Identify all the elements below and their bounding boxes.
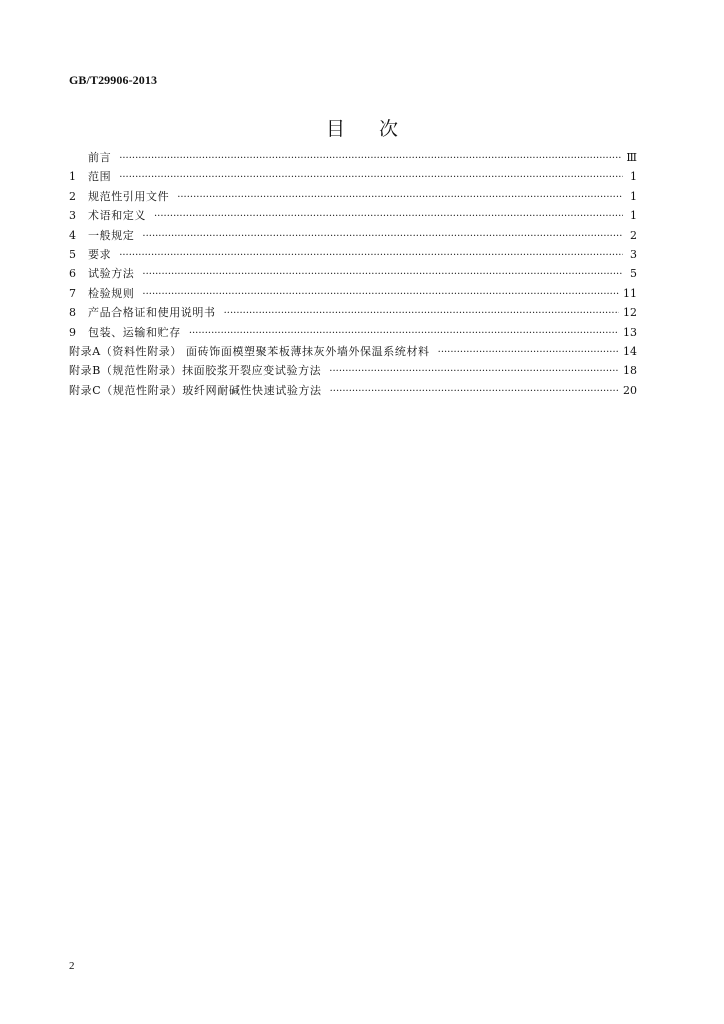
dot-leader bbox=[330, 382, 619, 401]
dot-leader bbox=[119, 149, 622, 168]
toc-entry-number: 8 bbox=[69, 306, 76, 320]
dot-leader bbox=[119, 168, 623, 187]
dot-leader bbox=[119, 246, 623, 265]
toc-entry-number: 6 bbox=[69, 267, 76, 281]
standard-code: GB/T29906-2013 bbox=[69, 73, 158, 87]
toc-entry-number: 9 bbox=[69, 325, 76, 339]
toc-entry-title: 前言 bbox=[88, 151, 112, 164]
toc-entry-title: 要求 bbox=[88, 247, 112, 261]
dot-leader bbox=[438, 343, 619, 362]
toc-entry-page: 11 bbox=[623, 286, 637, 300]
toc-entry-number: 7 bbox=[69, 286, 76, 300]
toc-entry-page: 1 bbox=[630, 189, 637, 203]
dot-leader bbox=[154, 207, 623, 226]
toc-entry-annex-a[interactable] bbox=[69, 342, 637, 361]
toc-entry-page: 12 bbox=[623, 306, 637, 320]
dot-leader bbox=[142, 265, 623, 284]
toc-entry-requirements[interactable] bbox=[69, 245, 637, 264]
toc-entry-title: 检验规则 bbox=[88, 286, 135, 300]
dot-leader bbox=[177, 188, 623, 207]
dot-leader bbox=[189, 324, 619, 343]
toc-entry-certificate-manual[interactable] bbox=[69, 303, 637, 322]
toc-entry-title: 规范性引用文件 bbox=[88, 189, 170, 203]
toc-entry-annex-b[interactable] bbox=[69, 361, 637, 380]
dot-leader bbox=[142, 285, 619, 304]
toc-entry-page: 18 bbox=[623, 364, 637, 378]
dot-leader bbox=[142, 227, 623, 246]
dot-leader bbox=[224, 304, 619, 323]
toc-entry-page: 13 bbox=[623, 325, 637, 339]
toc-entry-page: 1 bbox=[630, 170, 637, 184]
toc-entry-preface[interactable] bbox=[69, 148, 637, 167]
toc-entry-number: 5 bbox=[69, 247, 76, 261]
toc-entry-test-methods[interactable] bbox=[69, 264, 637, 283]
toc-entry-title: 产品合格证和使用说明书 bbox=[88, 306, 216, 320]
toc-entry-title: 附录A（资料性附录） 面砖饰面模塑聚苯板薄抹灰外墙外保温系统材料 bbox=[69, 344, 430, 358]
toc-entry-title: 附录B（规范性附录）抹面胶浆开裂应变试验方法 bbox=[69, 364, 322, 378]
toc-entry-page: 2 bbox=[630, 228, 637, 242]
toc-entry-title: 术语和定义 bbox=[88, 209, 146, 223]
toc-entry-title: 一般规定 bbox=[88, 228, 135, 242]
toc-entry-title: 试验方法 bbox=[88, 267, 135, 281]
toc-entry-packaging-transport-storage[interactable] bbox=[69, 323, 637, 342]
toc-entry-general-provisions[interactable] bbox=[69, 226, 637, 245]
toc-title: 目 次 bbox=[325, 118, 413, 140]
toc-entry-title: 范围 bbox=[88, 170, 112, 184]
toc-entry-scope[interactable] bbox=[69, 167, 637, 186]
toc-entry-page: 5 bbox=[630, 267, 637, 281]
toc-entry-page: 3 bbox=[630, 247, 637, 261]
page-number: 2 bbox=[69, 960, 75, 972]
toc-list bbox=[69, 148, 637, 400]
toc-entry-number: 4 bbox=[69, 228, 76, 242]
toc-entry-annex-c[interactable] bbox=[69, 381, 637, 400]
toc-entry-terms[interactable] bbox=[69, 206, 637, 225]
toc-entry-inspection-rules[interactable] bbox=[69, 284, 637, 303]
toc-entry-title: 包装、运输和贮存 bbox=[88, 325, 181, 339]
toc-entry-normative-references[interactable] bbox=[69, 187, 637, 206]
toc-entry-page: 14 bbox=[623, 344, 637, 358]
toc-entry-page: 20 bbox=[623, 383, 637, 397]
toc-entry-number: 3 bbox=[69, 209, 76, 223]
toc-entry-number: 2 bbox=[69, 189, 76, 203]
toc-entry-page: 1 bbox=[630, 209, 637, 223]
toc-entry-title: 附录C（规范性附录）玻纤网耐碱性快速试验方法 bbox=[69, 383, 322, 397]
toc-entry-number: 1 bbox=[69, 170, 76, 184]
toc-entry-page: Ⅲ bbox=[626, 151, 637, 164]
dot-leader bbox=[329, 362, 619, 381]
